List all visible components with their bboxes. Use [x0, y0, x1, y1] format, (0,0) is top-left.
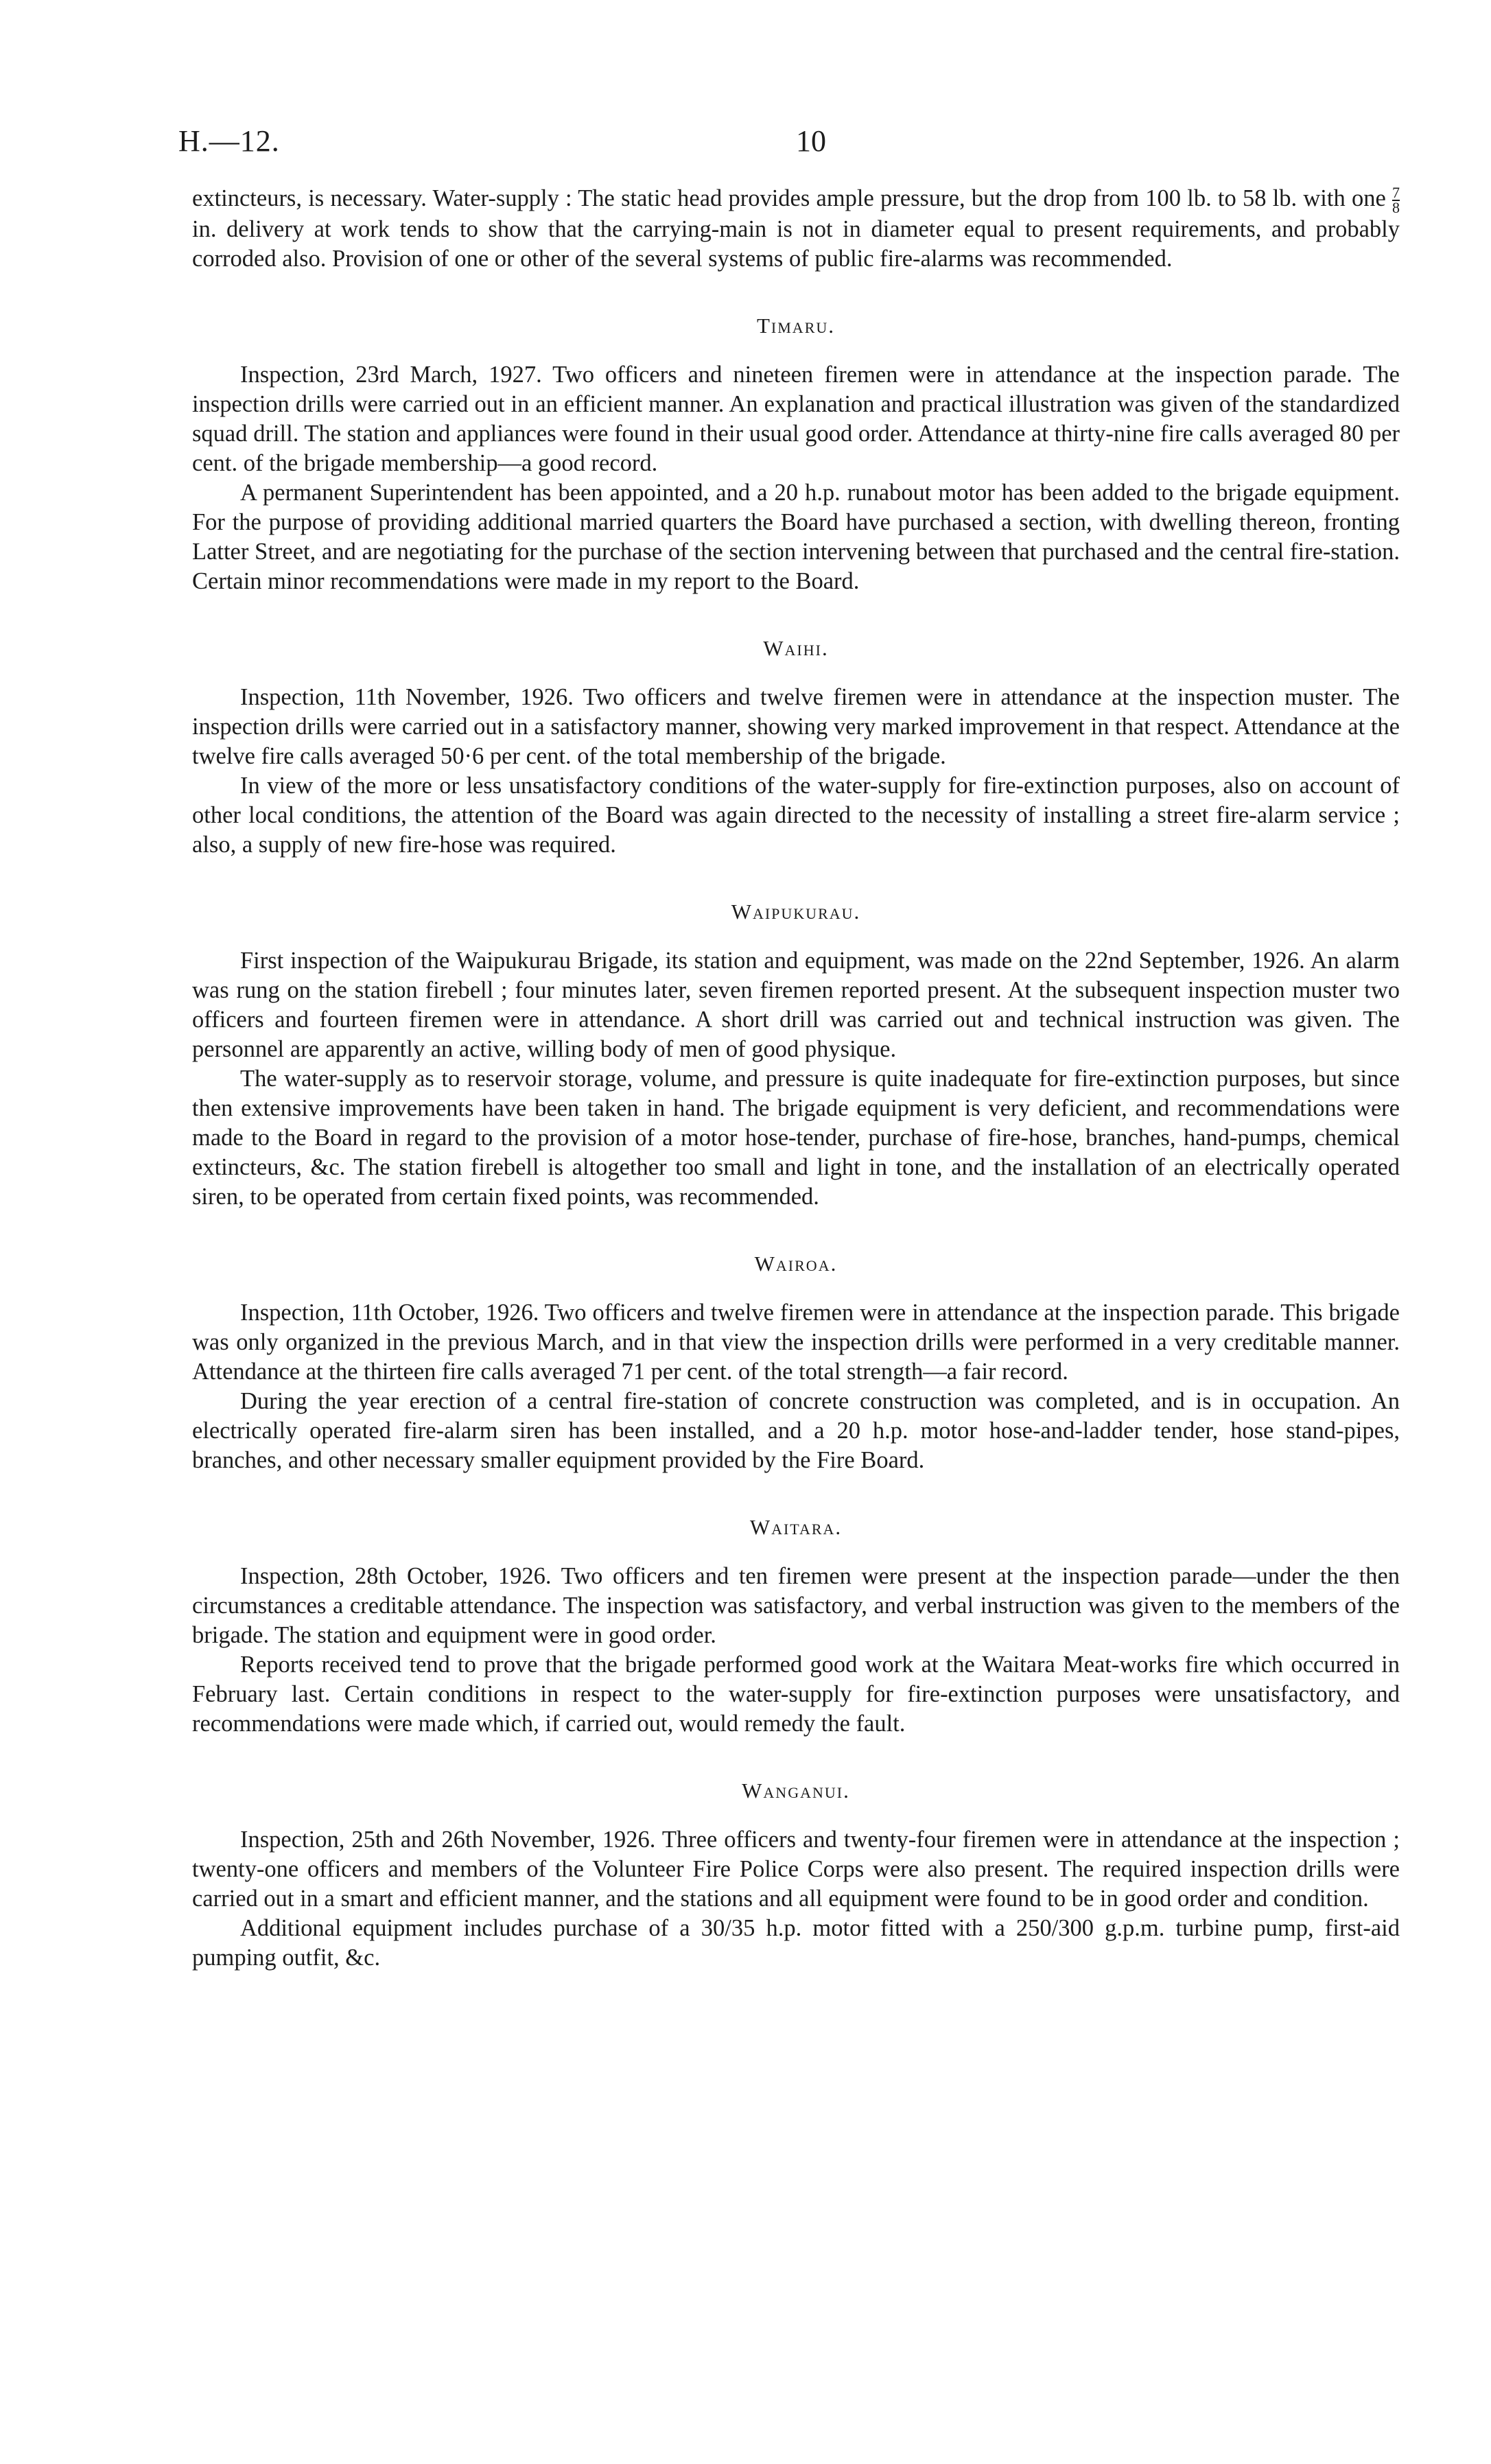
- seven-eighths-fraction: [1392, 186, 1400, 215]
- paragraph: Inspection, 11th November, 1926. Two officers and twelve firemen were in attendance at the inspection muster. The inspection drills were carried out in a satisfactory manner, showing very marked improvement in that respect. Attendance at the twelve fire calls averaged 50·6 per cent. of the total membership of the brigade.: [192, 684, 1400, 770]
- paragraph: Additional equipment includes purchase of a 30/35 h.p. motor fitted with a 250/300 g.p.m. turbine pump, first-aid pumping outfit, &c.: [192, 1915, 1400, 1971]
- page-number: 10: [796, 124, 826, 158]
- paragraph: Reports received tend to prove that the brigade performed good work at the Waitara Meat-works fire which occurred in February last. Certain conditions in respect to the water-supply for fire-extinction purposes were unsatisfactory, and recommendations were made which, if carried out, would remedy the fault.: [192, 1652, 1400, 1737]
- section-waitara: [192, 1514, 1400, 1739]
- document-reference: H.—12.: [178, 124, 280, 158]
- intro-text-part2: in. delivery at work tends to show that the carrying-main is not in diameter equal to present requirements, and probably corroded also. Provision of one or other of the several systems of public fire-alarms was recommended.: [192, 216, 1400, 272]
- fraction-denominator: 8: [1392, 199, 1400, 217]
- paragraph: The water-supply as to reservoir storage, volume, and pressure is quite inadequate for fire-extinction purposes, but since then extensive improvements have been taken in hand. The brigade equipment is very deficient, and recommendations were made to the Board in regard to the provision of a motor hose-tender, purchase of fire-hose, branches, hand-pumps, chemical extincteurs, &c. The station firebell is altogether too small and light in tone, and the installation of an electrically operated siren, to be operated from certain fixed points, was recommended.: [192, 1066, 1400, 1210]
- paragraph: Inspection, 25th and 26th November, 1926. Three officers and twenty-four firemen were in attendance at the inspection ; twenty-one officers and members of the Volunteer Fire Police Corps were also present. The required inspection drills were carried out in a smart and efficient manner, and the stations and all equipment were found to be in good order and condition.: [192, 1827, 1400, 1912]
- paragraph: A permanent Superintendent has been appointed, and a 20 h.p. runabout motor has been added to the brigade equipment. For the purpose of providing additional married quarters the Board have purchased a section, with dwelling thereon, fronting Latter Street, and are negotiating for the purchase of the section intervening between that purchased and the central fire-station. Certain minor recommendations were made in my report to the Board.: [192, 480, 1400, 595]
- section-heading-waitara: Waitara.: [749, 1515, 843, 1540]
- paragraph: Inspection, 28th October, 1926. Two officers and ten firemen were present at the inspection parade—under the then circumstances a creditable attendance. The inspection was satisfactory, and verbal instruction was given to the members of the brigade. The station and equipment were in good order.: [192, 1563, 1400, 1649]
- paragraph: Inspection, 11th October, 1926. Two officers and twelve firemen were in attendance at the inspection parade. This brigade was only organized in the previous March, and in that view the inspection drills were performed in a very creditable manner. Attendance at the thirteen fire calls averaged 71 per cent. of the total strength—a fair record.: [192, 1300, 1400, 1385]
- section-heading-timaru: Timaru.: [756, 314, 836, 338]
- section-heading-wanganui: Wanganui.: [742, 1779, 850, 1803]
- paragraph: Inspection, 23rd March, 1927. Two officers and nineteen firemen were in attendance at the inspection parade. The inspection drills were carried out in an efficient manner. An explanation and practical illustration was given of the standardized squad drill. The station and appliances were found in their usual good order. Attendance at thirty-nine fire calls averaged 80 per cent. of the brigade membership—a good record.: [192, 362, 1400, 477]
- fraction-numerator: 7: [1392, 184, 1400, 202]
- section-timaru: [192, 312, 1400, 596]
- section-heading-waihi: Waihi.: [763, 636, 829, 661]
- section-wanganui: [192, 1777, 1400, 1973]
- intro-text-part1: extincteurs, is necessary. Water-supply : The static head provides ample pressure, but the drop from 100 lb. to 58 lb. with one: [192, 185, 1392, 211]
- paragraph: During the year erection of a central fire-station of concrete construction was completed, and is in occupation. An electrically operated fire-alarm siren has been installed, and a 20 h.p. motor hose-and-ladder tender, hose stand-pipes, branches, and other necessary smaller equipment provided by the Fire Board.: [192, 1388, 1400, 1474]
- paragraph: In view of the more or less unsatisfactory conditions of the water-supply for fire-extinction purposes, also on account of other local conditions, the attention of the Board was again directed to the necessity of installing a street fire-alarm service ; also, a supply of new fire-hose was required.: [192, 773, 1400, 858]
- document-page: [178, 124, 1400, 1973]
- section-waihi: [192, 635, 1400, 860]
- section-heading-wairoa: Wairoa.: [754, 1252, 838, 1276]
- section-waipukurau: [192, 898, 1400, 1212]
- section-heading-waipukurau: Waipukurau.: [731, 900, 861, 924]
- paragraph: First inspection of the Waipukurau Brigade, its station and equipment, was made on the 22nd September, 1926. An alarm was rung on the station firebell ; four minutes later, seven firemen reported present. At the subsequent inspection muster two officers and fourteen firemen were in attendance. A short drill was carried out and technical instruction was given. The personnel are apparently an active, willing body of men of good physique.: [192, 948, 1400, 1063]
- continued-paragraph: [192, 184, 1400, 274]
- section-wairoa: [192, 1250, 1400, 1475]
- running-head: [178, 124, 1400, 172]
